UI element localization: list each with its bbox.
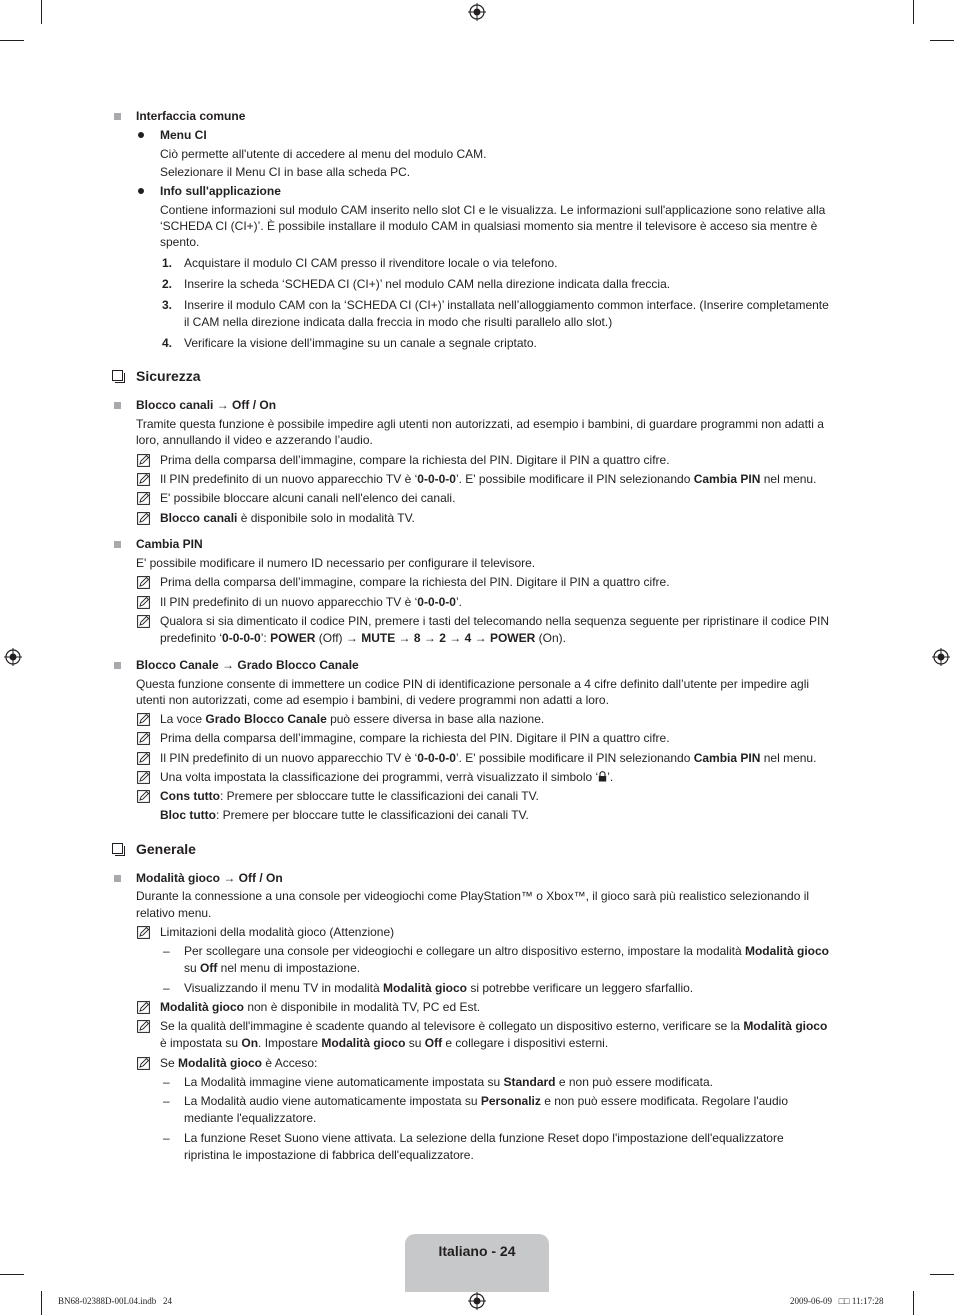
heading-modalita-gioco: Modalità gioco → Off / On (136, 871, 283, 885)
print-slug-file: BN68-02388D-00L04.indb 24 (58, 1296, 172, 1306)
registration-mark-icon (468, 3, 486, 21)
note-text: Limitazioni della modalità gioco (Attenzione) (160, 925, 395, 939)
crop-mark (41, 0, 42, 24)
step-number: 2. (162, 277, 173, 291)
key-name: 4 (464, 631, 472, 645)
text-run: può essere diversa in base alla nazione. (326, 712, 545, 726)
note-pen-icon (137, 615, 150, 628)
note-pen-icon (137, 512, 150, 525)
text-run: predefinito ‘ (160, 631, 223, 645)
note-text (160, 1018, 827, 1034)
body-text: utenti non autorizzati, come ad esempio i bambini, di vedere programmi non adatti a loro. (136, 693, 609, 707)
key-name: MUTE (361, 631, 396, 645)
body-text: Durante la connessione a una console per videogiochi come PlayStation™ o Xbox™, il gioco sarà più realistico selezionando il (136, 889, 810, 903)
menu-term: Off (200, 961, 218, 975)
square-bullet-icon (114, 662, 121, 669)
crop-mark (913, 0, 914, 24)
menu-term: Modalità gioco (160, 1000, 244, 1014)
body-text: E' possibile modificare il numero ID necessario per configurare il televisore. (136, 556, 536, 570)
note-text: E' possibile bloccare alcuni canali nell'elenco dei canali. (160, 491, 456, 505)
body-text: loro, annullando il video e azzerando l’audio. (136, 433, 373, 447)
registration-mark-icon (932, 648, 950, 666)
note-pen-icon (137, 576, 150, 589)
checkbox-bullet-icon (112, 370, 123, 381)
section-title-generale: Generale (136, 841, 196, 857)
crop-mark (0, 40, 24, 41)
note-pen-icon (137, 1001, 150, 1014)
text-run: ’. E' possibile modificare il PIN selezionando (455, 472, 694, 486)
crop-mark (913, 1291, 914, 1315)
dash-bullet: – (163, 981, 170, 995)
menu-term: On (241, 1036, 259, 1050)
body-text: relativo menu. (136, 906, 212, 920)
text-run: : Premere per bloccare tutte le classificazioni dei canali TV. (216, 808, 529, 822)
menu-term: Modalità gioco (321, 1036, 406, 1050)
dash-bullet: – (163, 1094, 170, 1108)
note-text (160, 750, 816, 766)
text-run: La Modalità audio viene automaticamente impostata su (184, 1094, 481, 1108)
text-run: si potrebbe verificare un leggero sfarfallio. (467, 981, 694, 995)
dash-text: ripristina le impostazione di fabbrica dell'equalizzatore. (184, 1148, 474, 1162)
body-text: Ciò permette all'utente di accedere al menu del modulo CAM. (160, 147, 487, 161)
dash-text (184, 943, 829, 959)
text-run: (Off) → (315, 631, 362, 645)
text-run: → (445, 631, 465, 645)
note-text (160, 594, 462, 610)
text-run: ’. (607, 770, 614, 784)
note-text: Prima della comparsa dell’immagine, compare la richiesta del PIN. Digitare il PIN a quattro cifre. (160, 453, 670, 467)
note-pen-icon (137, 790, 150, 803)
note-text (160, 999, 480, 1015)
note-pen-icon (137, 454, 150, 467)
step-number: 3. (162, 298, 173, 312)
dash-bullet: – (163, 944, 170, 958)
text-run: Il PIN predefinito di un nuovo apparecchio TV è ‘ (160, 751, 418, 765)
step-text: Acquistare il modulo CI CAM presso il rivenditore locale o via telefono. (184, 256, 558, 270)
dash-text (184, 1074, 713, 1090)
square-bullet-icon (114, 113, 121, 120)
heading-blocco-canali: Blocco canali → Off / On (136, 398, 277, 412)
page-number: Italiano - 24 (438, 1243, 516, 1259)
note-pen-icon (137, 473, 150, 486)
round-bullet-icon (138, 188, 144, 194)
note-pen-icon (137, 752, 150, 765)
round-bullet-icon (138, 132, 144, 138)
dash-text (184, 1093, 788, 1109)
text-run: ’. E' possibile modificare il PIN selezionando (455, 751, 694, 765)
note-text (160, 1055, 317, 1071)
menu-term: Cambia PIN (693, 751, 761, 765)
menu-term: Grado Blocco Canale (205, 712, 327, 726)
square-bullet-icon (114, 402, 121, 409)
text-run: → (471, 631, 490, 645)
dash-bullet: – (163, 1131, 170, 1145)
registration-mark-icon (4, 648, 22, 666)
text-run: e non può essere modificata. Regolare l'audio (540, 1094, 788, 1108)
dash-text (184, 980, 693, 996)
menu-term: Cons tutto (160, 789, 220, 803)
menu-term: Modalità gioco (383, 981, 467, 995)
step-text: Inserire la scheda ‘SCHEDA CI (CI+)’ nel modulo CAM nella direzione indicata dalla freccia. (184, 277, 671, 291)
crop-mark (0, 1274, 24, 1275)
body-text: Selezionare il Menu CI in base alla scheda PC. (160, 165, 411, 179)
text-run: su (405, 1036, 425, 1050)
checkbox-bullet-icon (112, 843, 123, 854)
note-text: Prima della comparsa dell’immagine, compare la richiesta del PIN. Digitare il PIN a quattro cifre. (160, 575, 670, 589)
text-run: : Premere per sbloccare tutte le classificazioni dei canali TV. (219, 789, 539, 803)
step-text: il CAM nella direzione indicata dalla freccia in modo che risulti parallelo allo slot.) (184, 315, 613, 329)
text-run: Se (160, 1056, 179, 1070)
text-run: Per scollegare una console per videogiochi e collegare un altro dispositivo esterno, impostare la modalità (184, 944, 745, 958)
body-text: Questa funzione consente di immettere un codice PIN di identificazione personale a 4 cifre definito dall’utente per impedire agli (136, 677, 810, 691)
text-run: nel menu. (760, 472, 817, 486)
menu-term: Standard (503, 1075, 556, 1089)
step-number: 1. (162, 256, 173, 270)
text-run: La Modalità immagine viene automaticamente impostata su (184, 1075, 504, 1089)
note-text (160, 471, 816, 487)
note-text: Qualora si sia dimenticato il codice PIN, premere i tasti del telecomando nella sequenza seguente per ripristinare il codice PIN (160, 614, 830, 628)
note-text (160, 1035, 608, 1051)
text-run: è impostata su (160, 1036, 242, 1050)
menu-term: Cambia PIN (693, 472, 761, 486)
text-run: Il PIN predefinito di un nuovo apparecchio TV è ‘ (160, 595, 418, 609)
text-run: → (420, 631, 440, 645)
note-pen-icon (137, 1057, 150, 1070)
body-text: ‘SCHEDA CI (CI+)’. È possibile installare il modulo CAM in qualsiasi momento sia mentre il televisore è acceso sia mentre è (160, 219, 818, 233)
heading-cambia-pin: Cambia PIN (136, 537, 203, 551)
pin-code: 0-0-0-0 (417, 472, 456, 486)
text-run: ’. (455, 595, 462, 609)
text-run: Visualizzando il menu TV in modalità (184, 981, 383, 995)
step-text: Inserire il modulo CAM con la ‘SCHEDA CI (CI+)’ installata nell’alloggiamento common interface. (Inserire completamente (184, 298, 829, 312)
body-text: spento. (160, 235, 200, 249)
note-pen-icon (137, 732, 150, 745)
text-run: e non può essere modificata. (555, 1075, 713, 1089)
key-name: POWER (270, 631, 316, 645)
note-pen-icon (137, 1020, 150, 1033)
note-text (160, 788, 539, 804)
lock-icon (598, 771, 607, 782)
menu-term: Bloc tutto (160, 808, 216, 822)
note-pen-icon (137, 926, 150, 939)
crop-mark (41, 1291, 42, 1315)
menu-term: Modalità gioco (744, 944, 829, 958)
key-name: POWER (489, 631, 536, 645)
pin-code: 0-0-0-0 (222, 631, 261, 645)
heading-interfaccia-comune: Interfaccia comune (136, 109, 246, 123)
menu-term: Blocco canali (160, 511, 238, 525)
key-name: 8 (413, 631, 421, 645)
text-run: su (184, 961, 201, 975)
heading-grado-blocco-canale: Blocco Canale → Grado Blocco Canale (136, 658, 359, 672)
note-text (160, 510, 415, 526)
text-run: nel menu. (760, 751, 817, 765)
note-pen-icon (137, 771, 150, 784)
dash-text: mediante l'equalizzatore. (184, 1111, 317, 1125)
text-run: è Acceso: (262, 1056, 318, 1070)
subheading-menu-ci: Menu CI (160, 128, 207, 142)
pin-code: 0-0-0-0 (417, 751, 456, 765)
text-run: è disponibile solo in modalità TV. (237, 511, 415, 525)
note-pen-icon (137, 713, 150, 726)
body-text: Contiene informazioni sul modulo CAM inserito nello slot CI e le visualizza. Le informazioni sull'applicazione sono relative alla (160, 203, 826, 217)
note-text (160, 769, 613, 785)
crop-mark (930, 40, 954, 41)
pin-code: 0-0-0-0 (417, 595, 456, 609)
menu-term: Personaliz (480, 1094, 541, 1108)
registration-mark-icon (468, 1292, 486, 1310)
dash-bullet: – (163, 1075, 170, 1089)
text-run: nel menu di impostazione. (217, 961, 361, 975)
note-text (160, 630, 566, 646)
note-pen-icon (137, 596, 150, 609)
step-text: Verificare la visione dell’immagine su un canale a segnale criptato. (184, 336, 537, 350)
square-bullet-icon (114, 875, 121, 882)
body-text: Tramite questa funzione è possibile impedire agli utenti non autorizzati, ad esempio i bambini, di guardare programmi non adatti a (136, 417, 824, 431)
step-number: 4. (162, 336, 173, 350)
dash-text: La funzione Reset Suono viene attivata. La selezione della funzione Reset dopo l'impostazione dell'equalizzatore (184, 1131, 784, 1145)
section-title-sicurezza: Sicurezza (136, 368, 201, 384)
menu-term: Modalità gioco (178, 1056, 263, 1070)
menu-term: Off (424, 1036, 443, 1050)
text-run: Se la qualità dell'immagine è scadente quando al televisore è collegato un dispositivo esterno, verificare se la (160, 1019, 744, 1033)
text-run: (On). (535, 631, 566, 645)
note-text (160, 711, 544, 727)
square-bullet-icon (114, 541, 121, 548)
print-slug-timestamp: 2009-06-09 □□ 11:17:28 (790, 1296, 884, 1306)
text-run: La voce (160, 712, 206, 726)
text-run: . Impostare (258, 1036, 322, 1050)
note-pen-icon (137, 492, 150, 505)
note-text (160, 807, 529, 823)
text-run: e collegare i dispositivi esterni. (442, 1036, 609, 1050)
note-text: Prima della comparsa dell’immagine, compare la richiesta del PIN. Digitare il PIN a quattro cifre. (160, 731, 670, 745)
text-run: → (395, 631, 414, 645)
text-run: Il PIN predefinito di un nuovo apparecchio TV è ‘ (160, 472, 418, 486)
text-run: ’: (260, 631, 271, 645)
text-run: non è disponibile in modalità TV, PC ed Est. (244, 1000, 481, 1014)
subheading-info-app: Info sull'applicazione (160, 184, 281, 198)
dash-text (184, 960, 360, 976)
text-run: Una volta impostata la classificazione dei programmi, verrà visualizzato il simbolo ‘ (160, 770, 599, 784)
key-name: 2 (439, 631, 446, 645)
menu-term: Modalità gioco (743, 1019, 828, 1033)
crop-mark (930, 1274, 954, 1275)
